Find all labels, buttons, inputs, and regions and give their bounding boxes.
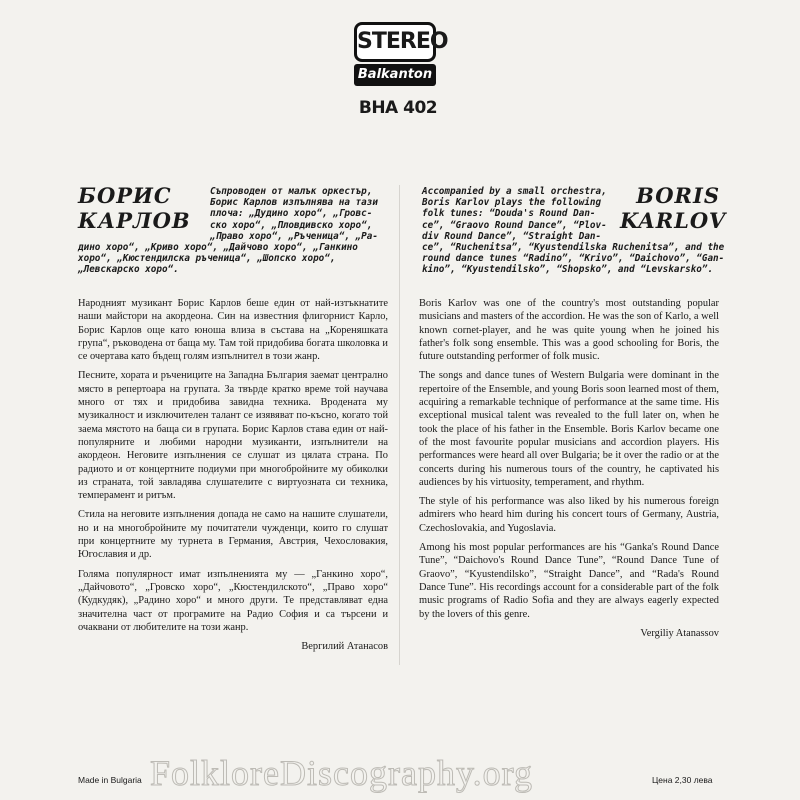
stereo-badge: STEREO: [354, 22, 436, 62]
balkanton-brand: Balkanton: [354, 64, 436, 86]
intro-en-bottom: ce”, “Ruchenitsa”, “Kyustendilska Ruchenitsa”, and the round dance tunes “Radino”, “Krivo”, “Daichovo”, “Gan- kino”, “Kyustendilsko”, “Shopsko”, and “Levskarsko”.: [422, 242, 725, 276]
catalog-number: BHA 402: [358, 98, 438, 118]
column-divider: [399, 185, 400, 665]
artist-name-bg-line2: КАРЛОВ: [78, 208, 191, 233]
signature-bg: Вергилий Атанасов: [301, 641, 388, 653]
price-label: Цена 2,30 лева: [652, 775, 713, 785]
body-text-en: [419, 297, 719, 640]
paragraph: The songs and dance tunes of Western Bulgaria were dominant in the repertoire of the Ensemble, and young Boris soon learned most of them, acquiring a remarkable technique of performance at the same time. His exceptional musical talent was revealed to the full later on, when he took the place of his father in the Ensemble. Boris Karlov became one of the most favourite popular musicians and accordion players. His performances were heard all over Bulgaria; be it over the radio or at the concerts during his numerous tours of the country, he captivated his audiences by his virtuosity, temperament, and rhythm.: [419, 370, 719, 488]
paragraph: The style of his performance was also liked by his numerous foreign admirers who heard him during his concert tours of Germany, Austria, Czechoslovakia, and Yugoslavia.: [419, 496, 719, 534]
body-text-bg: [78, 297, 388, 653]
paragraph: Народният музикант Борис Карлов беше един от най-изтъкнатите наши майстори на акордеона. Син на известния флигорнист Карло, Борис Карлов още като юноша влиза в състава на „Кореняшката група“, ръководена от баща му. Там той придобива богата школовка и се очертава като бъдещ голям изпълнител в този жанр.: [78, 298, 388, 363]
artist-name-bg: [78, 183, 191, 233]
paragraph: Песните, хората и ръчениците на Западна България заемат централно място в репертоара на групата. За твърде кратко време той научава много от тях и придобива завидна техника. Вродената му музикалност и изключителен талант се изявяват по-късно, когато той заема мястото на баща си в групата. Борис Карлов става един от най-популярните и любими народни музиканти, изпълнители на акордеон. Неговите изпълнения се слушат из цялата страна. По радиото и от концертните подиуми при многобройните му обиколки из страната, той завладява слушателите с виртуозната си техника, темперамент и ритъм.: [78, 370, 388, 502]
watermark: FolkloreDiscography.org: [150, 753, 533, 793]
paragraph: Boris Karlov was one of the country's most outstanding popular musicians and masters of the accordion. He was the son of Karlo, a well known cornet-player, and he was quite young when he joined his father's folk song ensemble. This was a good schooling for Boris, the future outstanding performer of folk music.: [419, 298, 719, 363]
paragraph: Стила на неговите изпълнения допада не само на нашите слушатели, но и на многобройните му почитатели чужденци, които го слушат при концертните му турнета в Германия, Австрия, Чехословакия, Югославия и др.: [78, 509, 388, 561]
artist-name-en-line1: BORIS: [636, 183, 720, 208]
artist-name-en-line2: KARLOV: [620, 208, 727, 233]
paragraph: Голяма популярност имат изпълненията му — „Ганкино хоро“, „Дайчовото“, „Гровско хоро“, „Кюстендилското“, „Право хоро“ (Кудкудяк), „Радино хоро“ и много други. Те представляват една значителна част от програмите на Радио София и са търсени и очаквани от любителите на този жанр.: [78, 568, 388, 633]
intro-bg-top: Съпроводен от малък оркестър, Борис Карлов изпълнява на тази плоча: „Дудино хоро“, „Гровс- ско хоро“, „Пловдивско хоро“, „Право хоро“, „Ръченица“, „Ра-: [210, 186, 378, 242]
signature-en: Vergiliy Atanassov: [640, 627, 719, 639]
intro-en-top: Accompanied by a small orchestra, Boris Karlov plays the following folk tunes: “Douda's Round Dan- ce”, “Graovo Round Dance”, “Plov- div Round Dance”, “Straight Dan-: [422, 186, 607, 242]
stereo-balkanton-logo: [354, 22, 448, 86]
made-in-label: Made in Bulgaria: [78, 775, 142, 785]
intro-bg-bottom: дино хоро“, „Криво хоро“, „Дайчово хоро“, „Ганкино хоро“, „Кюстендилска ръченица“, „Шопско хоро“, „Левскарско хоро“.: [78, 242, 358, 276]
paragraph: Among his most popular performances are his “Ganka's Round Dance Tune”, “Daichovo's Round Dance Tune”, “Round Dance Tune of Graovo”, “Kyustendilsko”, “Straight Dance”, and “Rada's Round Dance Tune”. His recordings account for a considerable part of the folk music programs of Radio Sofia and they are always eagerly expected by the lovers of this genre.: [419, 542, 719, 620]
artist-name-bg-line1: БОРИС: [78, 183, 172, 208]
artist-name-en: [620, 183, 727, 233]
